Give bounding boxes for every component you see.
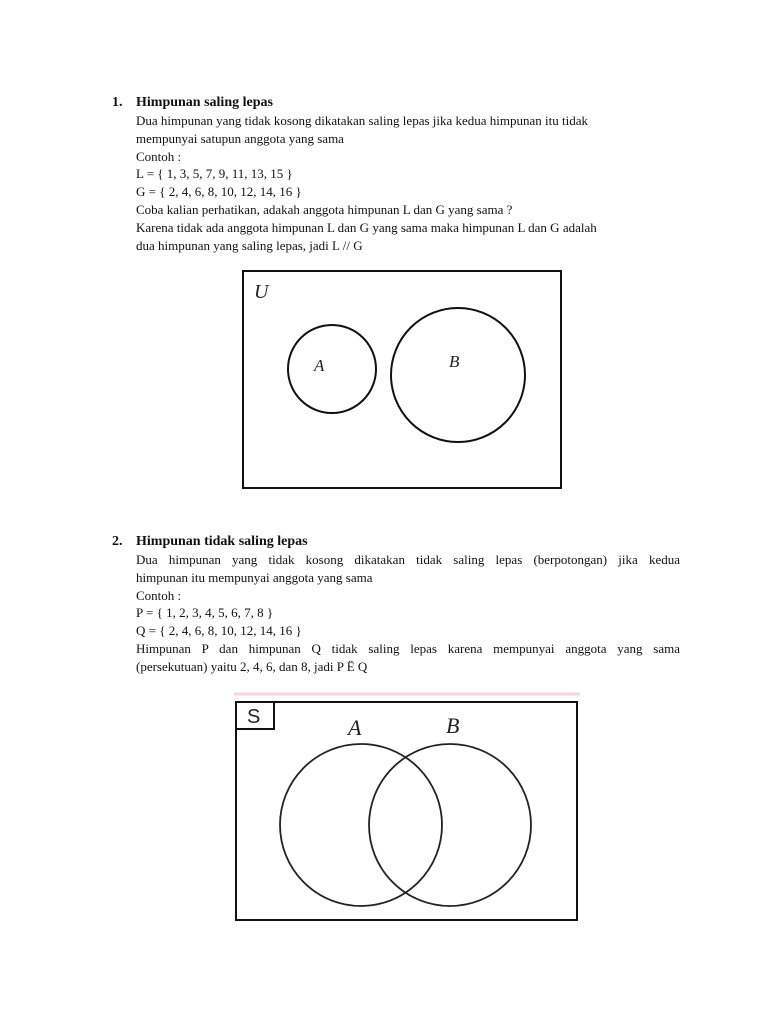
section-body — [136, 112, 680, 254]
definition-line: himpunan itu mempunyai anggota yang sama — [136, 569, 373, 585]
universe-label: S — [247, 706, 261, 728]
section-disjoint-sets — [112, 94, 680, 254]
set-a-label: A — [348, 715, 362, 740]
set-b-label: B — [449, 352, 460, 371]
universe-box — [243, 271, 561, 488]
definition-line: mempunyai satupun anggota yang sama — [136, 130, 344, 146]
section-title: Himpunan saling lepas — [136, 95, 273, 110]
section-intersecting-sets — [112, 533, 680, 676]
conclusion-line: Karena tidak ada anggota himpunan L dan G yang sama maka himpunan L dan G adalah — [136, 219, 597, 235]
example-label: Contoh : — [136, 148, 182, 164]
venn-diagram-intersecting — [234, 692, 580, 924]
section-body — [136, 551, 680, 676]
section-heading — [112, 533, 680, 551]
example-label: Contoh : — [136, 587, 182, 603]
conclusion-line: (persekutuan) yaitu 2, 4, 6, dan 8, jadi P Ë Q — [136, 658, 368, 674]
universe-label: U — [254, 281, 269, 303]
section-number: 2. — [112, 534, 123, 549]
set-b-label: B — [446, 713, 460, 738]
set-p: P = { 1, 2, 3, 4, 5, 6, 7, 8 } — [136, 605, 274, 621]
definition-line: Dua himpunan yang tidak kosong dikatakan tidak saling lepas (berpotongan) jika kedua — [136, 552, 680, 567]
venn-diagram-disjoint — [242, 270, 564, 492]
conclusion-line: dua himpunan yang saling lepas, jadi L // G — [136, 237, 363, 253]
universe-box — [236, 702, 577, 920]
set-l: L = { 1, 3, 5, 7, 9, 11, 13, 15 } — [136, 166, 293, 182]
definition-line: Dua himpunan yang tidak kosong dikatakan saling lepas jika kedua himpunan itu tidak — [136, 113, 589, 128]
section-number: 1. — [112, 95, 123, 110]
question-text: Coba kalian perhatikan, adakah anggota himpunan L dan G yang sama ? — [136, 201, 513, 217]
set-a-label: A — [314, 356, 325, 375]
section-heading — [112, 94, 680, 112]
conclusion-line: Himpunan P dan himpunan Q tidak saling lepas karena mempunyai anggota yang sama — [136, 640, 680, 656]
set-q: Q = { 2, 4, 6, 8, 10, 12, 14, 16 } — [136, 623, 302, 639]
section-title: Himpunan tidak saling lepas — [136, 534, 308, 549]
set-g: G = { 2, 4, 6, 8, 10, 12, 14, 16 } — [136, 184, 302, 200]
